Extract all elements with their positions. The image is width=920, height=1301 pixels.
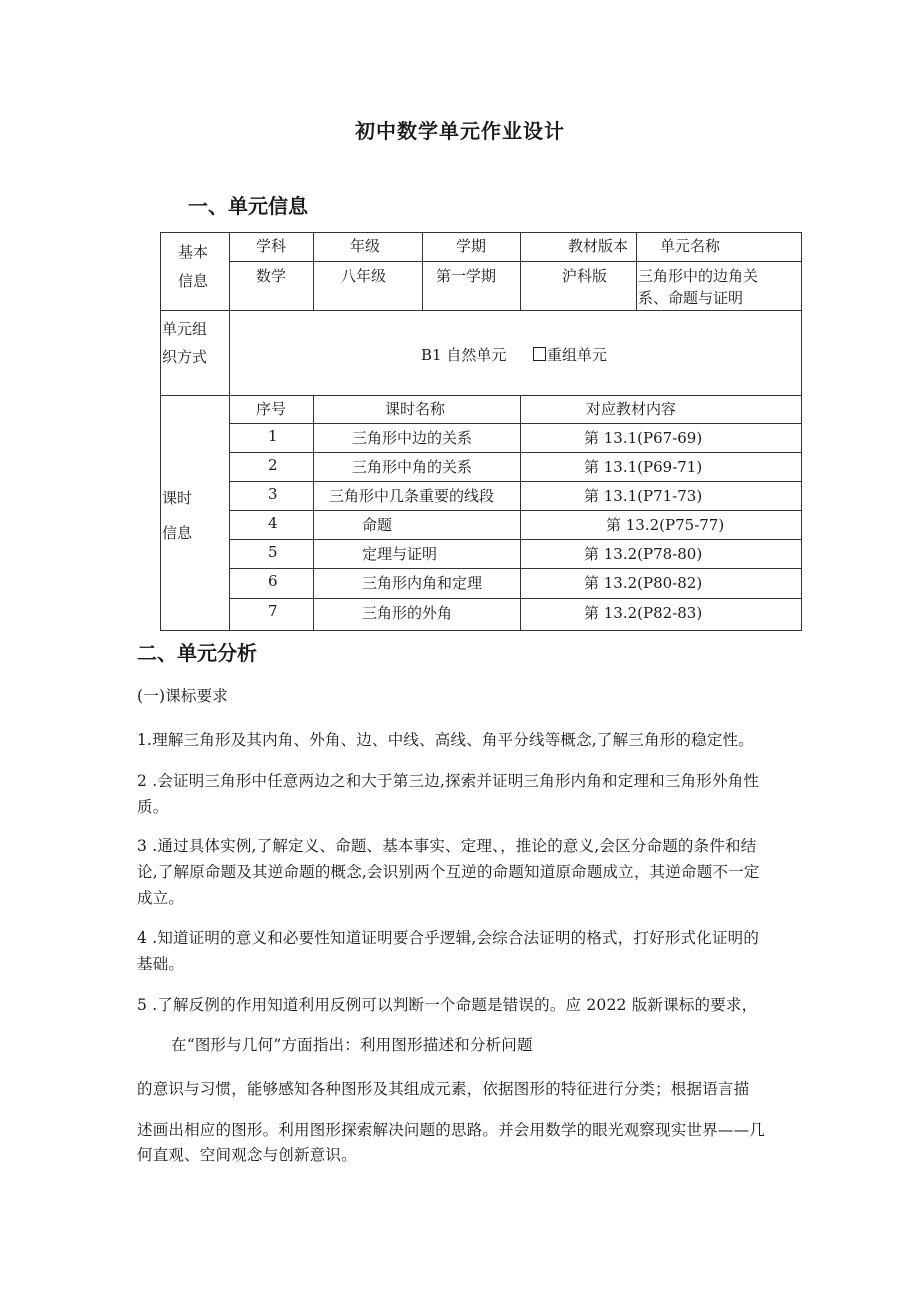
basic-info-label-1: 基本 [178,243,209,261]
organization-label-1: 单元组 [162,320,208,338]
value-term: 第一学期 [436,267,497,285]
option-regroup-unit [533,344,607,365]
lessons-header-name: 课时名称 [385,400,446,418]
lesson-content: 第 13.1(P71-73) [584,487,703,505]
header-grade: 年级 [350,237,381,255]
value-unit-name-1: 三角形中的边角关 [638,267,759,285]
lesson-no: 6 [268,572,278,590]
lesson-name: 命题 [362,516,393,534]
value-textbook: 沪科版 [562,267,608,285]
header-textbook: 教材版本 [568,237,629,255]
lesson-no: 4 [268,514,278,532]
checkbox-icon [533,347,546,361]
lesson-no: 2 [268,456,278,474]
header-subject: 学科 [256,237,287,255]
section-heading-unit-info: 一、单元信息 [188,194,308,218]
subheading-curriculum: (一)课标要求 [137,687,228,705]
paragraph-line-2: 的意识与习惯，能够感知各种图形及其组成元素，依据图形的特征进行分类；根据语言描 [137,1080,750,1098]
option-natural-unit: B1 自然单元 [421,346,507,364]
requirement-4-line-1: 4 .知道证明的意义和必要性知道证明要合乎逻辑,会综合法证明的格式，打好形式化证明的 [137,929,760,947]
lessons-header-content: 对应教材内容 [586,400,677,418]
lessons-label-2: 信息 [162,524,193,542]
requirement-3-line-3: 成立。 [137,889,185,907]
requirement-2-line-2: 质。 [137,798,169,816]
lesson-name: 三角形中几条重要的线段 [329,487,495,505]
lesson-name: 三角形中角的关系 [352,458,473,476]
lesson-content: 第 13.1(P67-69) [584,429,703,447]
lesson-content: 第 13.2(P82-83) [584,604,703,622]
header-unit-name: 单元名称 [660,237,721,255]
basic-info-label-2: 信息 [178,272,209,290]
lesson-content: 第 13.1(P69-71) [584,458,703,476]
value-unit-name-2: 系、命题与证明 [638,289,744,307]
lesson-no: 3 [268,485,278,503]
lesson-name: 三角形中边的关系 [352,429,473,447]
requirement-1: 1.理解三角形及其内角、外角、边、中线、高线、角平分线等概念,了解三角形的稳定性。 [137,731,754,749]
paragraph-line-4: 何直观、空间观念与创新意识。 [137,1146,357,1164]
lesson-no: 1 [268,427,278,445]
requirement-4-line-2: 基础。 [137,955,185,973]
value-subject: 数学 [256,267,287,285]
lessons-label-1: 课时 [162,489,193,507]
paragraph-line-3: 述画出相应的图形。利用图形探索解决问题的思路。并会用数学的眼光观察现实世界——几 [137,1121,766,1139]
lesson-content: 第 13.2(P75-77) [606,516,725,534]
requirement-3-line-1: 3 .通过具体实例,了解定义、命题、基本事实、定理、，推论的意义,会区分命题的条件和结 [137,837,757,855]
lesson-no: 7 [268,602,278,620]
value-grade: 八年级 [341,267,387,285]
organization-label-2: 织方式 [162,348,208,366]
requirement-5: 5 .了解反例的作用知道利用反例可以判断一个命题是错误的。应 2022 版新课标的要求， [137,996,758,1014]
option-regroup-label: 重组单元 [547,346,608,364]
paragraph-indent: 在“图形与几何”方面指出：利用图形描述和分析问题 [171,1036,533,1054]
lesson-no: 5 [268,543,278,561]
lesson-name: 三角形内角和定理 [362,574,483,592]
lesson-content: 第 13.2(P80-82) [584,574,703,592]
requirement-2-line-1: 2 .会证明三角形中任意两边之和大于第三边,探索并证明三角形内角和定理和三角形外角性 [137,772,760,790]
section-heading-unit-analysis: 二、单元分析 [137,641,257,665]
lesson-name: 三角形的外角 [362,604,453,622]
lesson-name: 定理与证明 [362,545,438,563]
page-title: 初中数学单元作业设计 [355,119,565,143]
lesson-content: 第 13.2(P78-80) [584,545,703,563]
requirement-3-line-2: 论,了解原命题及其逆命题的概念,会识别两个互逆的命题知道原命题成立，其逆命题不一定 [137,863,760,881]
lessons-header-no: 序号 [256,400,287,418]
header-term: 学期 [456,237,487,255]
